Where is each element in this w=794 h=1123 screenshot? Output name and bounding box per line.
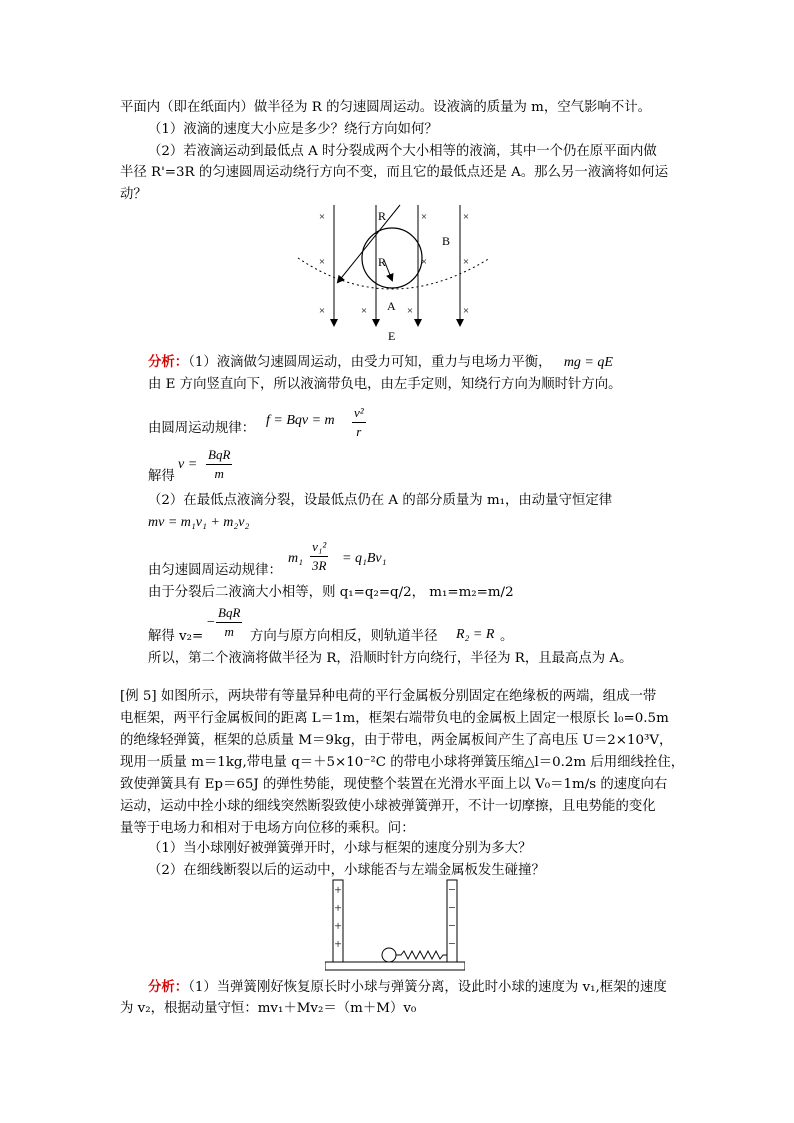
plus-signs xyxy=(334,882,341,951)
example-5-line-6: 运动，运动中拴小球的细线突然断裂致使小球被弹簧弹开，不计一切摩擦，且电势能的变化 xyxy=(120,799,656,814)
example-5-question-1: （1）当小球刚好被弹簧弹开时，小球与框架的速度分别为多大？ xyxy=(148,841,532,856)
question-2-line-3: 动？ xyxy=(120,187,147,202)
svg-text:−: − xyxy=(448,918,456,933)
analysis-2-tag: 分析： xyxy=(148,979,189,995)
problem-line-1: 平面内（即在纸面内）做半径为 R 的匀速圆周运动。设液滴的质量为 m，空气影响不计。 xyxy=(120,100,651,115)
svg-text:+: + xyxy=(334,936,342,951)
svg-text:×: × xyxy=(462,305,470,317)
example-5-line-5: 致使弹簧具有 Ep＝65J 的弹性势能，现使整个装置在光滑水平面上以 V₀＝1m/s 的速度向右 xyxy=(120,777,668,792)
question-2-line-1: （2）若液滴运动到最低点 A 时分裂成两个大小相等的液滴，其中一个仍在原平面内做 xyxy=(148,144,657,159)
svg-text:×: × xyxy=(462,256,470,268)
svg-text:×: × xyxy=(462,211,470,223)
analysis-1-line-2: 由 E 方向竖直向下，所以液滴带负电，由左手定则，知绕行方向为顺时针方向。 xyxy=(148,377,622,392)
spring xyxy=(396,951,447,959)
svg-text:×: × xyxy=(318,211,326,223)
minus-signs xyxy=(448,882,455,951)
analysis-1-equal-charges: 由于分裂后二液滴大小相等，则 q₁=q₂=q/2， m₁=m₂=m/2 xyxy=(148,585,514,600)
svg-text:−: − xyxy=(448,882,456,897)
svg-text:×: × xyxy=(420,211,428,223)
analysis-1-eq-momentum: mv = m₁v₁ + m₂v₂ xyxy=(148,515,250,530)
example-5-question-2: （2）在细线断裂以后的运动中，小球能否与左端金属板发生碰撞？ xyxy=(148,863,545,878)
example-5-line-1: [例 5] 如图所示，两块带有等量异种电荷的平行金属板分别固定在绝缘板的两端，组成一带 xyxy=(120,689,657,704)
charged-ball xyxy=(382,948,396,962)
label-A: A xyxy=(387,299,396,313)
svg-text:×: × xyxy=(360,305,368,317)
example-5-line-7: 量等于电场力和相对于电场方向位移的乘积。问： xyxy=(120,821,415,836)
dotted-trajectory xyxy=(298,258,490,289)
label-R-inner: R xyxy=(378,255,387,269)
svg-text:×: × xyxy=(318,305,326,317)
svg-text:×: × xyxy=(318,256,326,268)
analysis-1-part2: （2）在最低点液滴分裂，设最低点仍在 A 的部分质量为 m₁，由动量守恒定律 xyxy=(148,493,613,508)
svg-text:×: × xyxy=(420,256,428,268)
question-1: （1）液滴的速度大小应是多少？绕行方向如何？ xyxy=(148,122,438,137)
analysis-tag: 分析： xyxy=(148,354,189,370)
svg-text:+: + xyxy=(334,882,342,897)
analysis-1-eq-circular: 由圆周运动规律： f = Bqv = m $\frac{\text{v²}}{r}$ xyxy=(148,405,364,439)
question-2-line-2: 半径 R'=3R 的匀速圆周运动绕行方向不变，而且它的最低点还是 A。那么另一液滴将如何运 xyxy=(120,165,669,180)
label-B: B xyxy=(442,234,451,248)
svg-text:×: × xyxy=(406,305,414,317)
example-5-line-4: 现用一质量 m＝1kg,带电量 q＝＋5×10⁻²C 的带电小球将弹簧压缩△l＝0.2m 后用细线拴住， xyxy=(120,755,685,770)
analysis-2-line-1: 分析：（1）当弹簧刚好恢复原长时小球与弹簧分离，设此时小球的速度为 v₁,框架的速度 xyxy=(148,979,667,995)
analysis-1-conclusion: 所以，第二个液滴将做半径为 R，沿顺时针方向绕行，半径为 R，且最高点为 A。 xyxy=(148,651,633,666)
svg-text:+: + xyxy=(334,918,342,933)
analysis-1-line-1: 分析：（1）液滴做匀速圆周运动，由受力可知，重力与电场力平衡， mg = qE xyxy=(148,354,613,370)
figure-magnetic-field xyxy=(280,200,520,350)
figure-charged-frame xyxy=(325,878,465,978)
svg-text:+: + xyxy=(334,900,342,915)
label-E: E xyxy=(388,329,396,343)
svg-text:−: − xyxy=(448,936,456,951)
svg-text:−: − xyxy=(448,900,456,915)
example-5-line-2: 电框架，两平行金属板间的距离 L＝1m，框架右端带负电的金属板上固定一根原长 l₀=0.5m xyxy=(120,711,669,726)
analysis-2-line-2: 为 v₂，根据动量守恒：mv₁＋Mv₂＝（m＋M）v₀ xyxy=(120,1001,417,1016)
example-5-line-3: 的绝缘轻弹簧，框架的总质量 M＝9kg，由于带电，两金属板间产生了高电压 U＝2×10³V， xyxy=(120,733,673,748)
label-R-top: R xyxy=(378,209,387,223)
